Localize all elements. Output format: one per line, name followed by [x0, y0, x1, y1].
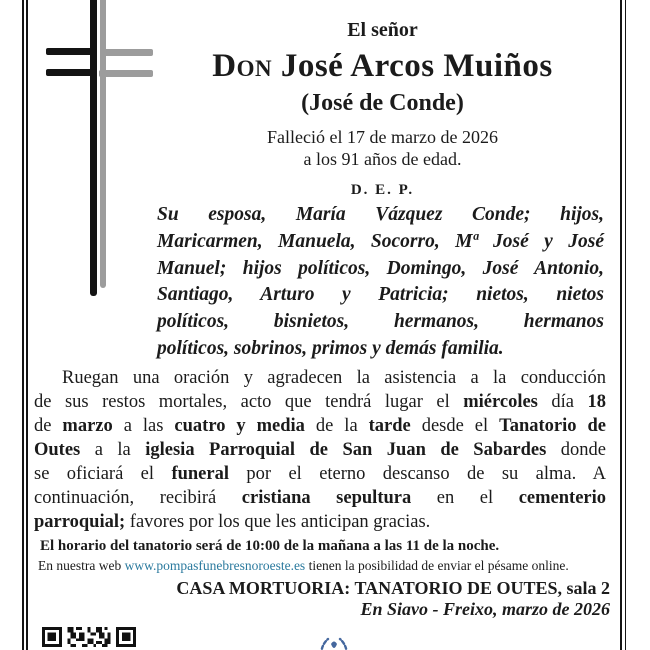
- text-line: Outes a la iglesia Parroquial de San Juan de Sabardes donde: [34, 440, 606, 460]
- website-notice: En nuestra web www.pompasfunebresnoroeste.es tienen la posibilidad de enviar el pésame online.: [38, 558, 569, 573]
- cross-vertical-gray: [100, 0, 107, 288]
- cross-arm-lower-black: [46, 69, 96, 77]
- page-border-right-outer: [625, 0, 627, 650]
- death-date-line: Falleció el 17 de marzo de 2026: [267, 127, 498, 147]
- age-line: a los 91 años de edad.: [303, 149, 462, 169]
- text-line: políticos, sobrinos, primos y demás familia.: [157, 337, 504, 359]
- text-line: de sus restos mortales, acto que tendrá lugar el miércoles día 18: [34, 392, 606, 412]
- cross-vertical-black: [90, 0, 97, 296]
- qr-code: [42, 627, 136, 650]
- announcement-paragraph: [34, 366, 606, 534]
- honorific-don: Don: [212, 48, 273, 84]
- text-line: parroquial; favores por los que les anticipan gracias.: [34, 512, 431, 532]
- deceased-name: [150, 46, 615, 86]
- cross-arm-upper-gray: [103, 49, 153, 57]
- text-line: se oficiará el funeral por el eterno descanso de su alma. A: [34, 464, 606, 484]
- place-date-line: En Siavo - Freixo, marzo de 2026: [360, 599, 610, 619]
- deceased-alias: (José de Conde): [301, 90, 464, 116]
- page-border-right-inner: [620, 0, 622, 650]
- text-line: políticos, bisnietos, hermanos, hermanos: [157, 311, 604, 333]
- emblem-graphic: [316, 634, 352, 650]
- cross-arm-lower-gray: [99, 70, 153, 78]
- funeral-home-emblem-icon: [316, 634, 352, 650]
- tanatorio-schedule: El horario del tanatorio será de 10:00 de la mañana a las 11 de la noche.: [40, 538, 500, 554]
- website-url-link[interactable]: www.pompasfunebresnoroeste.es: [124, 558, 306, 573]
- memorial-cross-icon: [0, 0, 170, 310]
- qr-code-graphic: [42, 627, 136, 650]
- text-line: Santiago, Arturo y Patricia; nietos, nietos: [157, 284, 604, 306]
- text-line: Ruegan una oración y agradecen la asistencia a la conducción: [62, 368, 606, 388]
- deceased-full-name: José Arcos Muiños: [280, 48, 553, 84]
- text-line: continuación, recibirá cristiana sepultura en el cementerio: [34, 488, 607, 508]
- dep-abbreviation: D. E. P.: [350, 182, 415, 198]
- text-line: de marzo a las cuatro y media de la tarde desde el Tanatorio de: [34, 416, 606, 436]
- salutation: El señor: [347, 19, 418, 41]
- family-paragraph: [157, 202, 604, 363]
- text-line: Su esposa, María Vázquez Conde; hijos,: [157, 204, 604, 225]
- text-line: Manuel; hijos políticos, Domingo, José Antonio,: [157, 257, 604, 279]
- text-line: Maricarmen, Manuela, Socorro, Mª José y José: [157, 230, 604, 252]
- header: [150, 18, 615, 199]
- mortuary-house-line: CASA MORTUORIA: TANATORIO DE OUTES, sala 2: [176, 578, 610, 598]
- cross-arm-upper-black: [46, 48, 96, 56]
